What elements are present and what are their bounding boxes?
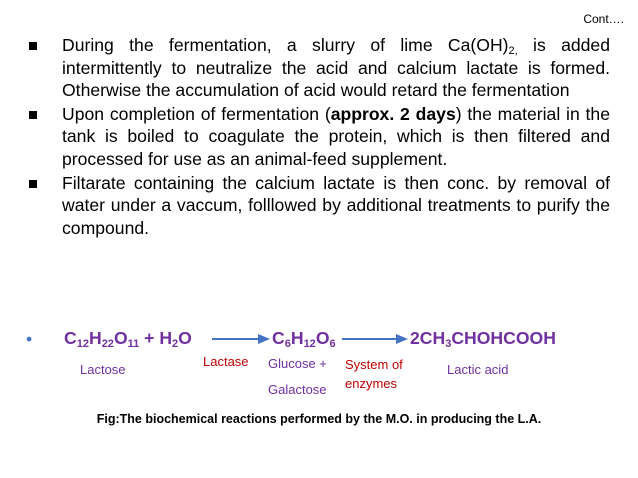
bullet-text-lime-post: is added intermittently to neutralize the acid and calcium lactate is formed. Otherwise the accumulation of acid would retard the fermentation — [62, 35, 611, 101]
bullet-text-filtrate: Filtarate containing the calcium lactate is then conc. by removal of water under a vaccum, folllowed by additional treatments to purify the compound. — [62, 172, 610, 238]
square-bullet-icon — [29, 180, 37, 188]
bullet-text-lime-pre: During the fermentation, a slurry of lime Ca(OH) — [62, 35, 509, 55]
square-bullet-icon — [29, 111, 37, 119]
enzymes-label-line2: enzymes — [345, 376, 398, 391]
bullet-text-lime-sub: 2, — [508, 45, 518, 57]
lactose-label: Lactose — [80, 362, 126, 377]
galactose-label: Galactose — [268, 382, 327, 397]
lactic-acid-formula: $2CH_3CHOHCOOH$ — [410, 328, 556, 350]
bullet-text-completion-bold: approx. 2 days — [330, 103, 456, 124]
bullet-text-completion-pre: Upon completion of fermentation ( — [62, 103, 331, 124]
glucose-label: Glucose + — [268, 356, 327, 371]
lactose-formula: $C_{12}H_{22}O_{11} + H_2O$ — [64, 328, 192, 350]
lactic-acid-label: Lactic acid — [447, 362, 509, 377]
lactase-label: Lactase — [203, 354, 249, 369]
bullet-item-filtrate — [20, 172, 610, 240]
arrow-icon — [342, 332, 408, 346]
round-bullet-icon: • — [26, 329, 33, 349]
glucose-formula: $C_6H_{12}O_6$ — [272, 328, 336, 350]
bullet-text-completion-post: ) the material in the tank is boiled to coagulate the protein, which is then filtered and processed for use as an animal-feed supplement. — [62, 103, 610, 169]
bullet-item-completion — [20, 103, 610, 171]
bullet-list — [20, 34, 610, 240]
enzymes-label-line1: System of — [345, 357, 403, 372]
continued-label: Cont…. — [583, 12, 624, 26]
arrow-icon — [212, 332, 270, 346]
bullet-item-lime — [20, 34, 610, 102]
square-bullet-icon — [29, 42, 37, 50]
figure-caption: Fig:The biochemical reactions performed by the M.O. in producing the L.A. — [96, 412, 542, 426]
